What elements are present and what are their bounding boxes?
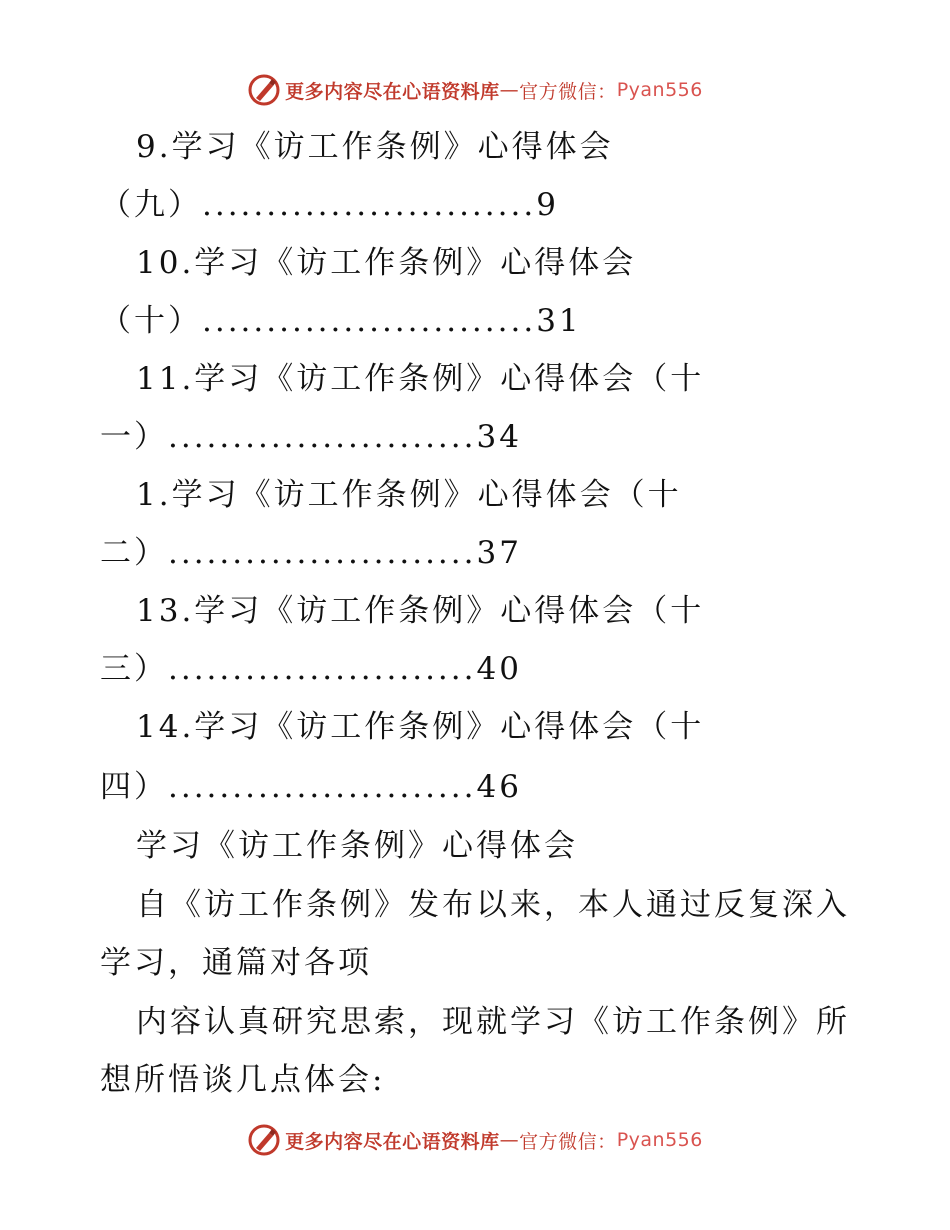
- watermark-wechat-id: Pyan556: [616, 1129, 703, 1151]
- toc-entry-leader: （十）..........................31: [100, 303, 582, 339]
- section-heading: 学习《访工作条例》心得体会: [136, 828, 578, 864]
- toc-entry-title: 1.学习《访工作条例》心得体会（十: [136, 477, 682, 513]
- pen-logo-icon: [247, 1123, 281, 1157]
- paragraph-line: 想所悟谈几点体会:: [100, 1062, 386, 1098]
- toc-entry-leader: 四）........................46: [100, 769, 522, 805]
- toc-entry-title: 11.学习《访工作条例》心得体会（十: [136, 361, 705, 397]
- toc-entry-leader: 三）........................40: [100, 651, 522, 687]
- watermark-wechat-id: Pyan556: [616, 79, 703, 101]
- paragraph-line: 自《访工作条例》发布以来，本人通过反复深入: [136, 887, 850, 923]
- toc-entry-leader: （九）..........................9: [100, 187, 559, 223]
- watermark-banner-bottom: [0, 1120, 950, 1160]
- toc-entry-title: 10.学习《访工作条例》心得体会: [136, 245, 637, 281]
- watermark-banner-top: [0, 70, 950, 110]
- watermark-separator: —: [499, 79, 520, 101]
- pen-logo-icon: [247, 73, 281, 107]
- toc-entry-leader: 二）........................37: [100, 535, 522, 571]
- watermark-brand: 更多内容尽在心语资料库: [285, 1130, 500, 1153]
- toc-entry-title: 14.学习《访工作条例》心得体会（十: [136, 709, 705, 745]
- toc-entry-leader: 一）........................34: [100, 419, 522, 455]
- watermark-brand: 更多内容尽在心语资料库: [285, 80, 500, 103]
- watermark-label: 官方微信：: [519, 80, 617, 103]
- watermark-label: 官方微信：: [519, 1130, 617, 1153]
- toc-entry-title: 13.学习《访工作条例》心得体会（十: [136, 593, 705, 629]
- watermark-separator: —: [499, 1129, 520, 1151]
- toc-entry-title: 9.学习《访工作条例》心得体会: [136, 129, 614, 165]
- paragraph-line: 内容认真研究思索，现就学习《访工作条例》所: [136, 1004, 850, 1040]
- paragraph-line: 学习，通篇对各项: [100, 945, 372, 981]
